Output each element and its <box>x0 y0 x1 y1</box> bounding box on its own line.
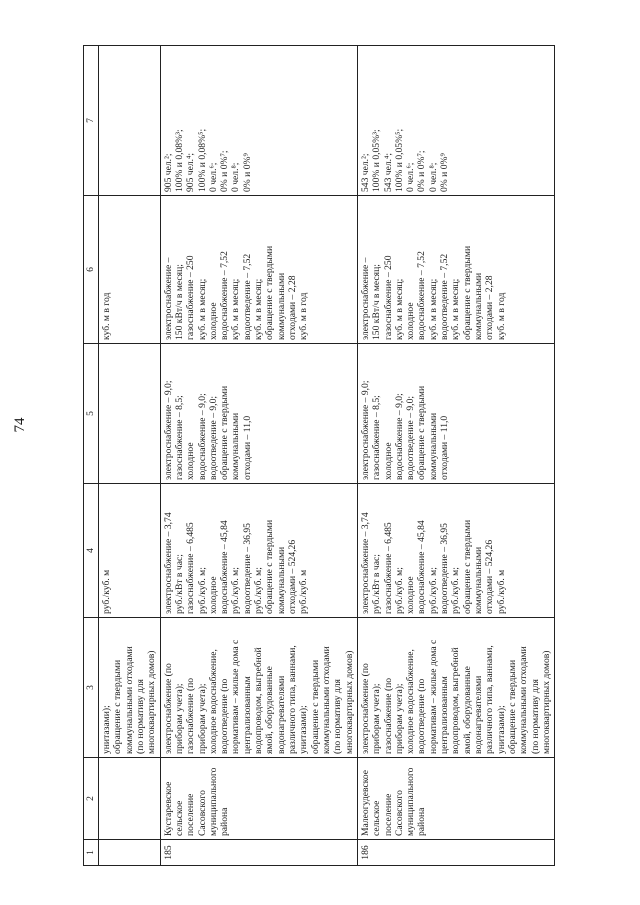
cont-num-cell <box>99 840 161 866</box>
cont-tariffs-cell: руб./куб. м <box>99 484 161 618</box>
col-header-6: 6 <box>84 196 99 344</box>
population-shares: 543 чел.²; 100% и 0,05%³; 543 чел.⁴; 100% и 0,05%⁵; 0 чел.⁶; 0% и 0%⁷; 0 чел.⁸; 0% и 0%⁹ <box>357 46 554 196</box>
cont-norms-cell: куб. м в год <box>99 196 161 344</box>
col-header-5: 5 <box>84 344 99 484</box>
cont-population-cell <box>99 46 161 196</box>
services-list: электроснабжение (по приборам учета); газоснабжение (по приборам учета); холодное водоснабжение, водоотведение (по нормативам – жилые дома с централизованным водопроводом, выгребной ямой, оборудованные водонагревателями различного типа, ваннами, унитазами); обращение с твердыми коммунальными отходами (по нормативу для многоквартирных домов) <box>357 618 554 758</box>
cont-services-cell: унитазами); обращение с твердыми коммунальными отходами (по нормативу для многоквартирных домов) <box>99 618 161 758</box>
row-number: 186 <box>357 840 554 866</box>
settlement-name: Малеогудевское сельское поселение Сасовского муниципального района <box>357 758 554 840</box>
cont-settlement-cell <box>99 758 161 840</box>
col-header-7: 7 <box>84 46 99 196</box>
growth-indices: электроснабжение – 9,0; газоснабжение – 8,5; холодное водоснабжение – 9,0; водоотведение – 9,0; обращение с твердыми коммунальными отходами – 11,0 <box>357 344 554 484</box>
population-shares: 905 чел.²; 100% и 0,08%³; 905 чел.⁴; 100% и 0,08%⁵; 0 чел.⁶; 0% и 0%⁷; 0 чел.⁸; 0% и 0%⁹ <box>160 46 357 196</box>
page-number: 74 <box>12 417 28 433</box>
column-number-row <box>84 46 99 866</box>
settlement-name: Кустаревское сельское поселение Сасовского муниципального района <box>160 758 357 840</box>
col-header-3: 3 <box>84 618 99 758</box>
col-header-4: 4 <box>84 484 99 618</box>
growth-indices: электроснабжение – 9,0; газоснабжение – 8,5; холодное водоснабжение – 9,0; водоотведение – 9,0; обращение с твердыми коммунальными отходами – 11,0 <box>160 344 357 484</box>
consumption-norms: электроснабжение – 150 кВт/ч в месяц; газоснабжение – 250 куб. м в месяц; холодное водоснабжение – 7,52 куб. м в месяц; водоотведение – 7,52 куб. м в месяц; обращение с твердыми коммунальными отходами – 2,28 куб. м в год <box>357 196 554 344</box>
cont-growth-cell <box>99 344 161 484</box>
continuation-row <box>99 46 161 866</box>
table-row <box>160 46 357 866</box>
table-row <box>357 46 554 866</box>
col-header-2: 2 <box>84 758 99 840</box>
tariff-table <box>83 45 555 866</box>
rotated-table-container <box>83 46 613 866</box>
tariffs-list: электроснабжение – 3,74 руб./кВт в час; газоснабжение – 6,485 руб./куб. м; холодное водоснабжение – 45,84 руб./куб. м; водоотведение – 36,95 руб./куб. м; обращение с твердыми коммунальными отходами – 524,26 руб./куб. м <box>160 484 357 618</box>
services-list: электроснабжение (по приборам учета); газоснабжение (по приборам учета); холодное водоснабжение, водоотведение (по нормативам – жилые дома с централизованным водопроводом, выгребной ямой, оборудованные водонагревателями различного типа, ваннами, унитазами); обращение с твердыми коммунальными отходами (по нормативу для многоквартирных домов) <box>160 618 357 758</box>
row-number: 185 <box>160 840 357 866</box>
col-header-1: 1 <box>84 840 99 866</box>
consumption-norms: электроснабжение – 150 кВт/ч в месяц; газоснабжение – 250 куб. м в месяц; холодное водоснабжение – 7,52 куб. м в месяц; водоотведение – 7,52 куб. м в месяц; обращение с твердыми коммунальными отходами – 2,28 куб. м в год <box>160 196 357 344</box>
tariffs-list: электроснабжение – 3,74 руб./кВт в час; газоснабжение – 6,485 руб./куб. м; холодное водоснабжение – 45,84 руб./куб. м; водоотведение – 36,95 руб./куб. м; обращение с твердыми коммунальными отходами – 524,26 руб./куб. м <box>357 484 554 618</box>
